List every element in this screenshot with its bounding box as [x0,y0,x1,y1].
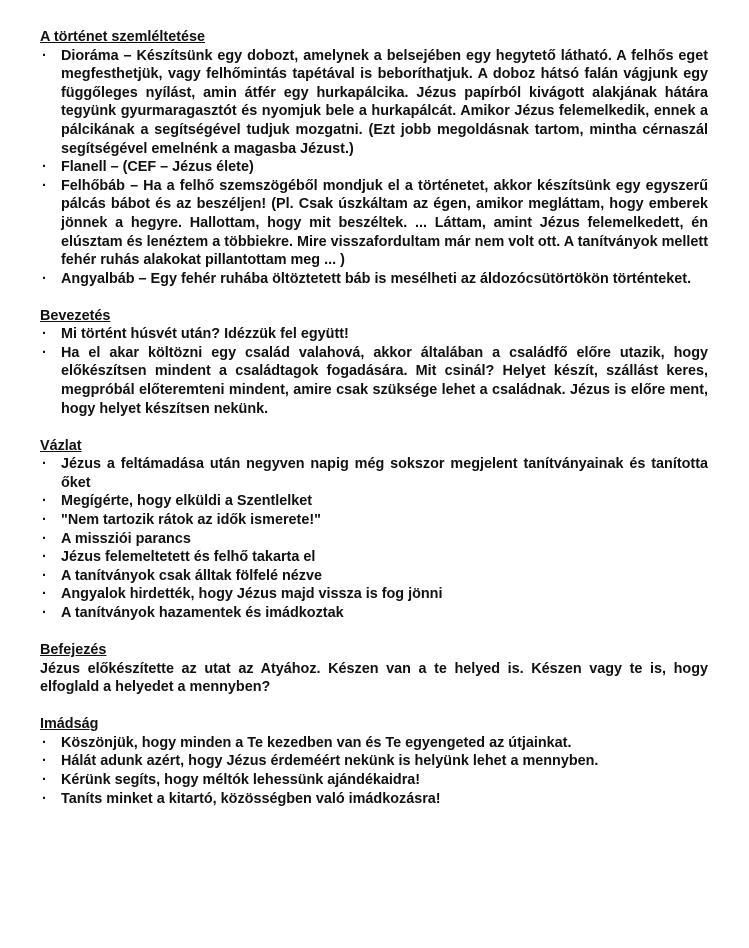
list-item [40,177,708,270]
list-item-text: Flanell – (CEF – Jézus élete) [61,159,254,176]
section-illustration [40,28,708,288]
list-item-text: A missziói parancs [61,530,191,547]
list-item-text: Kérünk segíts, hogy méltók lehessünk ajándékaidra! [61,771,421,788]
list-item [40,790,708,809]
list-item [40,344,708,418]
bullet-list [40,455,708,622]
list-item-text: Angyalok hirdették, hogy Jézus majd vissza is fog jönni [61,586,443,603]
list-item-text: Dioráma – Készítsünk egy dobozt, amelynek a belsejében egy hegytető látható. A felhős eget megfesthetjük, vagy felhőmintás tapétával is beboríthatjuk. A doboz hátsó falán vágjunk egy függőleges nyílást, amin átfér egy hurkapálcika. Jézus papírból kivágott alakjának hátára tegyünk gyurmaragasztót és nyomjuk bele a hurkapálcát. Amikor Jézus felemelkedik, ennek a pálcikának a segítségével tudjuk mozgatni. (Ezt jobb megoldásnak tartom, mintha cérnaszál segítségével emelnénk a magasba Jézust.) [61,47,708,157]
list-item [40,752,708,771]
list-item [40,530,708,549]
list-item [40,325,708,344]
bullet-icon: · [42,790,47,807]
bullet-icon: · [42,753,47,770]
list-item-text: Köszönjük, hogy minden a Te kezedben van és Te egyengeted az útjainkat. [61,734,572,751]
list-item-text: "Nem tartozik rátok az idők ismerete!" [61,512,321,529]
bullet-icon: · [42,344,47,361]
list-item [40,548,708,567]
document-page [40,28,708,808]
bullet-icon: · [42,586,47,603]
bullet-list [40,47,708,289]
list-item [40,585,708,604]
bullet-icon: · [42,734,47,751]
list-item-text: Megígérte, hogy elküldi a Szentlelket [61,493,313,510]
list-item [40,158,708,177]
bullet-icon: · [42,159,47,176]
bullet-icon: · [42,567,47,584]
list-item-text: Felhőbáb – Ha a felhő szemszögéből mondjuk el a történetet, akkor készítsünk egy egyszerű pálcás bábot és az beszéljen! (Pl. Csak úszkáltam az égen, amikor megláttam, hogy emberek jönnek a hegyre. Hallottam, hogy mit beszéltek. ... Láttam, amint Jézus felemelkedett, én elúsztam és lenéztem a többiekre. Mire visszafordultam már nem volt ott. A tanítványok mellett fehér ruhás alakokat pillantottam meg ... ) [61,177,708,269]
list-item [40,455,708,492]
list-item [40,604,708,623]
bullet-list [40,734,708,808]
section-heading: Imádság [40,716,99,733]
list-item [40,771,708,790]
bullet-icon: · [42,605,47,621]
bullet-icon: · [42,512,47,529]
bullet-icon: · [42,326,47,343]
bullet-icon: · [42,771,47,788]
section-heading: Vázlat [40,437,82,454]
list-item-text: Mi történt húsvét után? Idézzük fel együtt! [61,326,349,343]
section-introduction [40,307,708,419]
section-prayer [40,715,708,808]
bullet-icon: · [42,456,47,473]
list-item [40,734,708,753]
list-item-text: A tanítványok hazamentek és imádkoztak [61,605,344,621]
list-item-text: Jézus felemeltetett és felhő takarta el [61,549,316,566]
list-item-text: Ha el akar költözni egy család valahová, akkor általában a családfő előre utazik, hogy előkészítsen mindent a családtagok fogadására. Mit csinál? Helyet készít, szállást keres, megpróbál előteremteni mindent, amire csak szüksége lehet a családnak. Jézus is előre ment, hogy helyet készítsen nekünk. [61,344,708,417]
list-item-text: Taníts minket a kitartó, közösségben való imádkozásra! [61,790,441,807]
bullet-icon: · [42,549,47,566]
section-heading: Befejezés [40,641,107,658]
list-item [40,492,708,511]
section-outline [40,437,708,623]
section-heading: Bevezetés [40,307,111,324]
list-item-text: Angyalbáb – Egy fehér ruhába öltöztetett báb is mesélheti az áldozócsütörtökön történteket. [61,270,692,287]
bullet-icon: · [42,270,47,287]
list-item [40,511,708,530]
list-item-text: A tanítványok csak álltak fölfelé nézve [61,567,323,584]
list-item [40,270,708,289]
section-heading: A történet szemléltetése [40,29,206,45]
list-item-text: Hálát adunk azért, hogy Jézus érdeméért nekünk is helyünk lehet a mennyben. [61,753,599,770]
list-item-text: Jézus a feltámadása után negyven napig még sokszor megjelent tanítványainak és tanította őket [61,456,708,491]
list-item [40,567,708,586]
bullet-list [40,325,708,418]
bullet-icon: · [42,530,47,547]
bullet-icon: · [42,47,47,64]
list-item [40,47,708,159]
bullet-icon: · [42,177,47,194]
section-paragraph: Jézus előkészítette az utat az Atyához. Készen van a te helyed is. Készen vagy te is, hogy elfoglald a helyedet a mennyben? [40,660,708,696]
section-conclusion [40,641,708,697]
bullet-icon: · [42,493,47,510]
